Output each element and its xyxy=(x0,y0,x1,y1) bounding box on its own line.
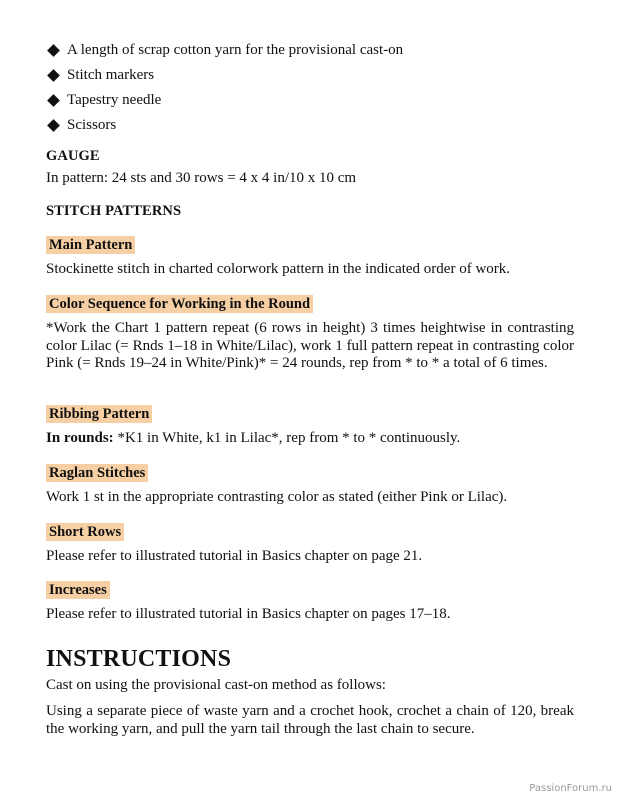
increases-section xyxy=(46,581,574,599)
gauge-text: In pattern: 24 sts and 30 rows = 4 x 4 in/10 x 10 cm xyxy=(46,170,357,186)
color-sequence-section xyxy=(46,295,574,313)
diamond-bullet-icon xyxy=(47,69,60,82)
diamond-bullet-icon xyxy=(47,44,60,57)
ribbing-pattern-section xyxy=(46,405,574,423)
raglan-stitches-section xyxy=(46,464,574,482)
stitch-patterns-heading: STITCH PATTERNS xyxy=(46,203,182,219)
increases-text: Please refer to illustrated tutorial in Basics chapter on pages 17–18. xyxy=(46,606,451,622)
instructions-heading: INSTRUCTIONS xyxy=(46,646,232,672)
color-sequence-text: *Work the Chart 1 pattern repeat (6 rows in height) 3 times heightwise in contrasting color Lilac (= Rnds 1–18 in White/Lilac), work 1 full pattern repeat in contrasting color Pink (= Rnds 19–24 in White/Pink)* = 24 rounds, rep from * to * a total of 6 times. xyxy=(46,320,574,371)
diamond-bullet-icon xyxy=(47,119,60,132)
list-item: Scissors xyxy=(46,113,403,138)
color-sequence-label: Color Sequence for Working in the Round xyxy=(46,295,313,313)
diamond-bullet-icon xyxy=(47,94,60,107)
instructions-intro: Cast on using the provisional cast-on method as follows: xyxy=(46,677,386,693)
list-item: Stitch markers xyxy=(46,63,403,88)
main-pattern-section xyxy=(46,236,574,254)
short-rows-label: Short Rows xyxy=(46,523,124,541)
ribbing-body: *K1 in White, k1 in Lilac*, rep from * to * continuously. xyxy=(113,430,461,446)
instructions-text: Using a separate piece of waste yarn and a crochet hook, crochet a chain of 120, break the working yarn, and pull the yarn tail through the last chain to secure. xyxy=(46,703,574,737)
ribbing-pattern-text xyxy=(46,430,574,448)
gauge-heading: GAUGE xyxy=(46,148,100,164)
materials-list xyxy=(46,38,403,138)
increases-label: Increases xyxy=(46,581,110,599)
main-pattern-label: Main Pattern xyxy=(46,236,135,254)
short-rows-section xyxy=(46,523,574,541)
list-item: A length of scrap cotton yarn for the provisional cast-on xyxy=(46,38,403,63)
list-item: Tapestry needle xyxy=(46,88,403,113)
ribbing-pattern-label: Ribbing Pattern xyxy=(46,405,152,423)
watermark: PassionForum.ru xyxy=(529,783,612,794)
short-rows-text: Please refer to illustrated tutorial in Basics chapter on page 21. xyxy=(46,548,423,564)
ribbing-lead: In rounds: xyxy=(46,430,114,446)
main-pattern-text: Stockinette stitch in charted colorwork pattern in the indicated order of work. xyxy=(46,261,511,277)
raglan-stitches-text: Work 1 st in the appropriate contrasting color as stated (either Pink or Lilac). xyxy=(46,489,508,505)
raglan-stitches-label: Raglan Stitches xyxy=(46,464,148,482)
